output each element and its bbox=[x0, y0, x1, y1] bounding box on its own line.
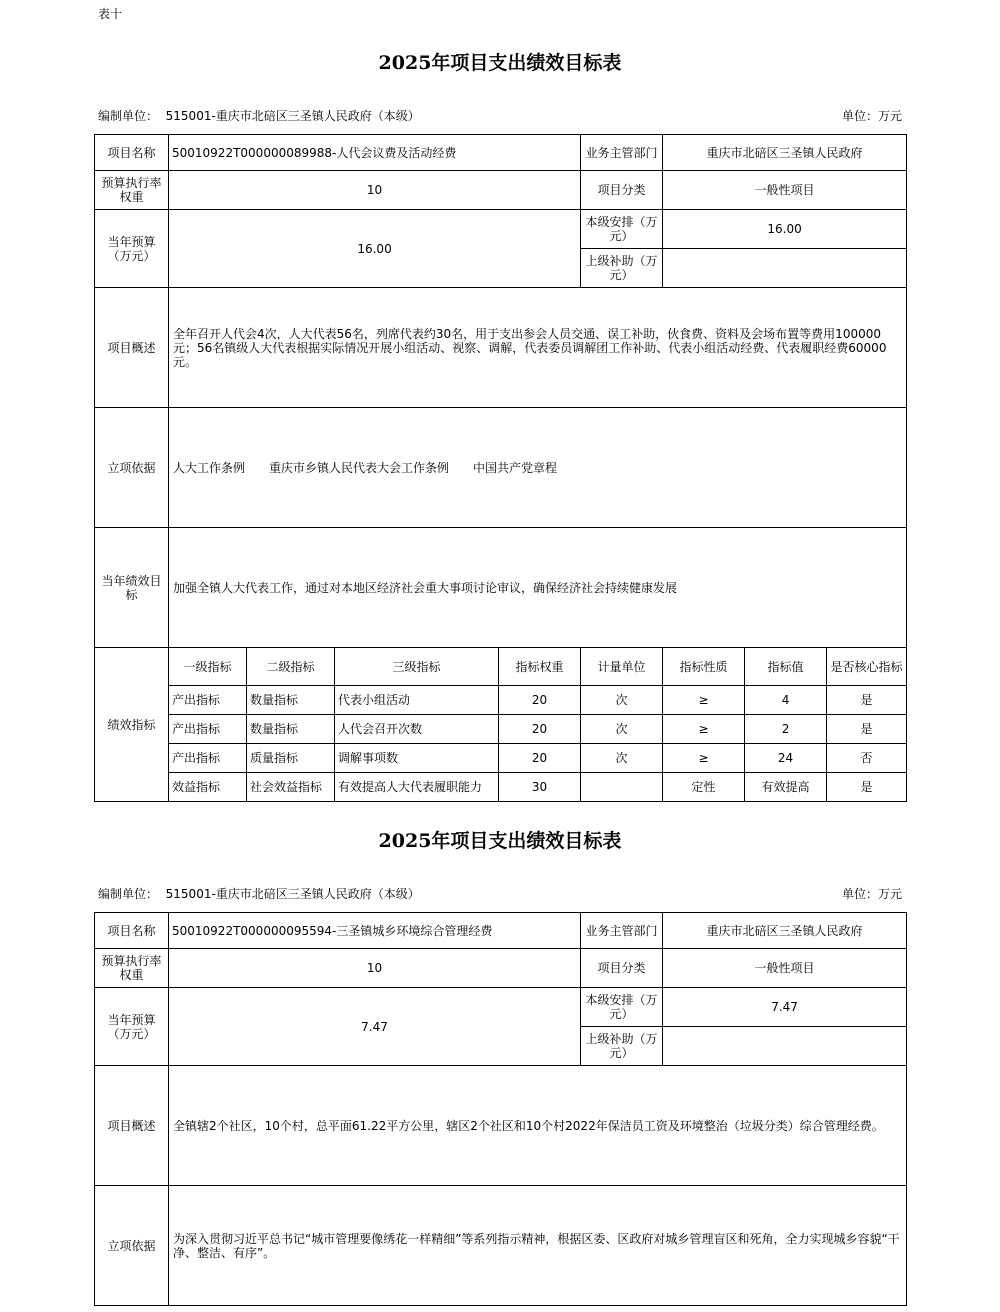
cell: 效益指标 bbox=[169, 773, 247, 802]
table-row bbox=[95, 686, 907, 715]
label-project-name: 项目名称 bbox=[95, 135, 169, 171]
label-project-name: 项目名称 bbox=[95, 913, 169, 949]
performance-table-2 bbox=[94, 912, 907, 1306]
cell: 是 bbox=[827, 715, 907, 744]
cell: 代表小组活动 bbox=[335, 686, 499, 715]
budget: 16.00 bbox=[169, 210, 581, 288]
cell: ≥ bbox=[663, 715, 745, 744]
cell: 产出指标 bbox=[169, 686, 247, 715]
header-level2: 二级指标 bbox=[247, 648, 335, 686]
cell: 定性 bbox=[663, 773, 745, 802]
compile-unit-2: 编制单位： 515001-重庆市北碚区三圣镇人民政府（本级） bbox=[98, 887, 420, 901]
table-row bbox=[95, 715, 907, 744]
cell: 数量指标 bbox=[247, 715, 335, 744]
cell: 质量指标 bbox=[247, 744, 335, 773]
label-upper: 上级补助（万元） bbox=[581, 1027, 663, 1066]
dept: 重庆市北碚区三圣镇人民政府 bbox=[663, 913, 907, 949]
currency-unit-2: 单位：万元 bbox=[841, 887, 902, 901]
cell: 否 bbox=[827, 744, 907, 773]
project-name: 50010922T000000095594-三圣镇城乡环境综合管理经费 bbox=[169, 913, 581, 949]
cell bbox=[581, 773, 663, 802]
header-unit: 计量单位 bbox=[581, 648, 663, 686]
cell: 调解事项数 bbox=[335, 744, 499, 773]
project-name: 50010922T000000089988-人代会议费及活动经费 bbox=[169, 135, 581, 171]
local-amount: 7.47 bbox=[663, 988, 907, 1027]
cell: 次 bbox=[581, 744, 663, 773]
dept: 重庆市北碚区三圣镇人民政府 bbox=[663, 135, 907, 171]
cell: 4 bbox=[745, 686, 827, 715]
page-title: 2025年项目支出绩效目标表 bbox=[378, 52, 622, 74]
header-core: 是否核心指标 bbox=[827, 648, 907, 686]
cell: ≥ bbox=[663, 686, 745, 715]
overview: 全年召开人代会4次，人大代表56名，列席代表约30名，用于支出参会人员交通、误工补助，伙食费、资料及会场布置等费用100000元；56名镇级人大代表根据实际情况开展小组活动、视察、调解，代表委员调解团工作补助、代表小组活动经费、代表履职经费60000元。 bbox=[169, 288, 907, 408]
page-title-2: 2025年项目支出绩效目标表 bbox=[378, 830, 622, 852]
cell: 社会效益指标 bbox=[247, 773, 335, 802]
header-nature: 指标性质 bbox=[663, 648, 745, 686]
cell: 是 bbox=[827, 686, 907, 715]
label-local: 本级安排（万元） bbox=[581, 210, 663, 249]
corner-label: 表十 bbox=[98, 7, 123, 21]
cell: 24 bbox=[745, 744, 827, 773]
cell: 20 bbox=[499, 715, 581, 744]
local-amount: 16.00 bbox=[663, 210, 907, 249]
cell: 次 bbox=[581, 715, 663, 744]
cell: 次 bbox=[581, 686, 663, 715]
label-overview: 项目概述 bbox=[95, 1066, 169, 1186]
basis: 人大工作条例 重庆市乡镇人民代表大会工作条例 中国共产党章程 bbox=[169, 408, 907, 528]
cell: 产出指标 bbox=[169, 715, 247, 744]
header-value: 指标值 bbox=[745, 648, 827, 686]
basis: 为深入贯彻习近平总书记“城市管理要像绣花一样精细”等系列指示精神，根据区委、区政府对城乡管理盲区和死角，全力实现城乡容貌“干净、整洁、有序”。 bbox=[169, 1186, 907, 1306]
label-basis: 立项依据 bbox=[95, 408, 169, 528]
goal: 加强全镇人大代表工作，通过对本地区经济社会重大事项讨论审议，确保经济社会持续健康发展 bbox=[169, 528, 907, 648]
overview: 全镇辖2个社区，10个村，总平面61.22平方公里，辖区2个社区和10个村2022年保洁员工资及环境整治（垃圾分类）综合管理经费。 bbox=[169, 1066, 907, 1186]
performance-table-1 bbox=[94, 134, 907, 802]
table-row bbox=[95, 773, 907, 802]
label-indicators: 绩效指标 bbox=[95, 648, 169, 802]
label-dept: 业务主管部门 bbox=[581, 135, 663, 171]
label-rate-weight: 预算执行率权重 bbox=[95, 949, 169, 988]
label-dept: 业务主管部门 bbox=[581, 913, 663, 949]
budget: 7.47 bbox=[169, 988, 581, 1066]
category: 一般性项目 bbox=[663, 171, 907, 210]
cell: 有效提高人大代表履职能力 bbox=[335, 773, 499, 802]
label-overview: 项目概述 bbox=[95, 288, 169, 408]
cell: 20 bbox=[499, 744, 581, 773]
upper-amount bbox=[663, 1027, 907, 1066]
rate-weight: 10 bbox=[169, 171, 581, 210]
cell: 数量指标 bbox=[247, 686, 335, 715]
label-category: 项目分类 bbox=[581, 171, 663, 210]
cell: 有效提高 bbox=[745, 773, 827, 802]
label-category: 项目分类 bbox=[581, 949, 663, 988]
label-budget: 当年预算（万元） bbox=[95, 210, 169, 288]
cell: 是 bbox=[827, 773, 907, 802]
label-budget: 当年预算（万元） bbox=[95, 988, 169, 1066]
cell: 2 bbox=[745, 715, 827, 744]
label-rate-weight: 预算执行率权重 bbox=[95, 171, 169, 210]
label-goal: 当年绩效目标 bbox=[95, 528, 169, 648]
category: 一般性项目 bbox=[663, 949, 907, 988]
header-level1: 一级指标 bbox=[169, 648, 247, 686]
header-level3: 三级指标 bbox=[335, 648, 499, 686]
compile-unit: 编制单位： 515001-重庆市北碚区三圣镇人民政府（本级） bbox=[98, 109, 420, 123]
header-weight: 指标权重 bbox=[499, 648, 581, 686]
cell: 产出指标 bbox=[169, 744, 247, 773]
cell: 30 bbox=[499, 773, 581, 802]
cell: 人代会召开次数 bbox=[335, 715, 499, 744]
currency-unit: 单位：万元 bbox=[841, 109, 902, 123]
cell: 20 bbox=[499, 686, 581, 715]
cell: ≥ bbox=[663, 744, 745, 773]
rate-weight: 10 bbox=[169, 949, 581, 988]
label-basis: 立项依据 bbox=[95, 1186, 169, 1306]
label-local: 本级安排（万元） bbox=[581, 988, 663, 1027]
table-row bbox=[95, 744, 907, 773]
upper-amount bbox=[663, 249, 907, 288]
label-upper: 上级补助（万元） bbox=[581, 249, 663, 288]
